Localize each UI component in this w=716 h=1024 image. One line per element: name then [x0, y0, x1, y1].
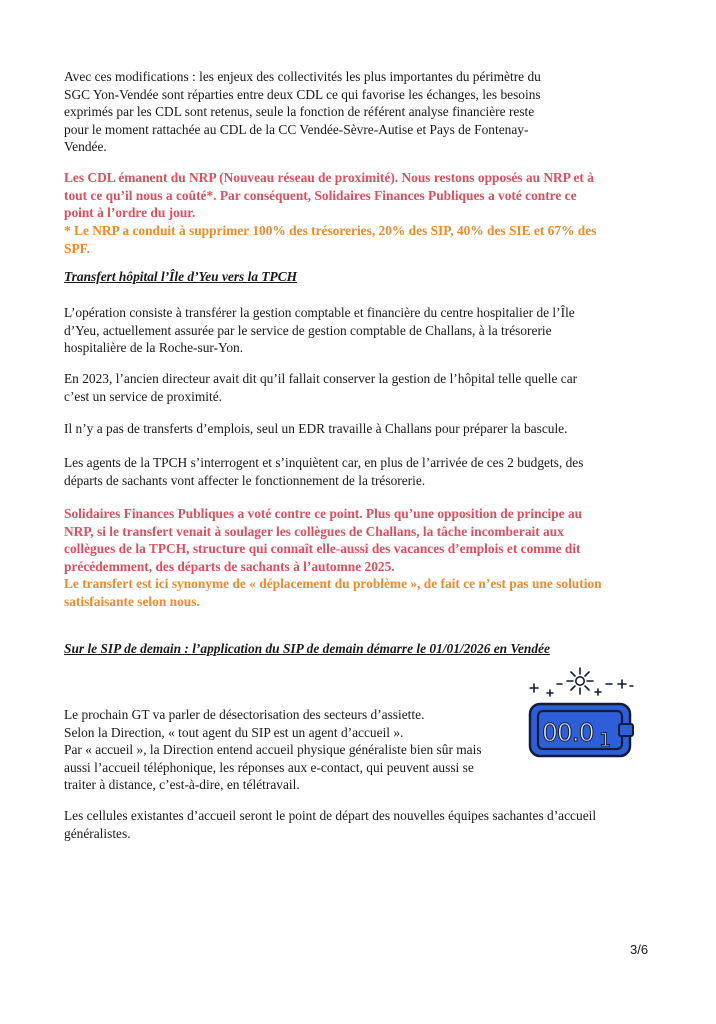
nrp-footnote: * Le NRP a conduit à supprimer 100% des trésoreries, 20% des SIP, 40% des SIE et 67% des SPF.	[64, 223, 597, 256]
tpch-paragraph-2023: En 2023, l’ancien directeur avait dit qu’il fallait conserver la gestion de l’hôpital telle quelle car c’est un service de proximité.	[64, 371, 578, 404]
digital-clock-icon	[526, 664, 636, 762]
tpch-paragraph-operation: L’opération consiste à transférer la gestion comptable et financière du centre hospitalier de l’Île d’Yeu, actuellement assurée par le service de gestion comptable de Challans, à la trésorerie hospitalière de la Roche-sur-Yon.	[64, 305, 575, 356]
intro-paragraph: Avec ces modifications : les enjeux des collectivités les plus importantes du périmètre du SGC Yon-Vendée sont réparties entre deux CDL ce qui favorise les échanges, les besoins exprimés par les CDL sont retenus, seule la fonction de référent analyse financière reste pour le moment rattachée au CDL de la CC Vendée-Sèvre-Autise et Pays de Fontenay- Vendée.	[64, 69, 541, 155]
page-number: 3/6	[630, 942, 649, 957]
tpch-section-heading: Transfert hôpital l’Île d’Yeu vers la TPCH	[64, 269, 298, 284]
sip-paragraph-cells: Les cellules existantes d’accueil seront le point de départ des nouvelles équipes sachantes d’accueil généralistes.	[64, 808, 597, 841]
clock-display-last: 1	[599, 729, 612, 751]
cdl-statement: Les CDL émanent du NRP (Nouveau réseau de proximité). Nous restons opposés au NRP et à tout ce qu’il nous a coûté*. Par conséquent, Solidaires Finances Publiques a voté contre ce point à l’ordre du jour.	[64, 170, 594, 221]
tpch-paragraph-agents: Les agents de la TPCH s’interrogent et s’inquiètent car, en plus de l’arrivée de ces 2 budgets, des départs de sachants vont affecter le fonctionnement de la trésorerie.	[64, 455, 584, 488]
tpch-vote-statement: Solidaires Finances Publiques a voté contre ce point. Plus qu’une opposition de principe au NRP, si le transfert venait à soulager les collègues de Challans, la tâche incomberait aux collègues de la TPCH, structure qui connaît elle-aussi des vacances d’emplois et comme dit précédemment, des départs de sachants à l’automne 2025.	[64, 506, 583, 574]
sip-section-heading: Sur le SIP de demain : l’application du SIP de demain démarre le 01/01/2026 en Vendée	[64, 641, 550, 656]
tpch-conclusion: Le transfert est ici synonyme de « déplacement du problème », de fait ce n’est pas une solution satisfaisante selon nous.	[64, 576, 602, 609]
tpch-paragraph-transfers: Il n’y a pas de transferts d’emplois, seul un EDR travaille à Challans pour préparer la bascule.	[64, 421, 568, 436]
clock-display-main: 00.0	[542, 718, 594, 747]
sip-paragraph-gt: Le prochain GT va parler de désectorisation des secteurs d’assiette. Selon la Direction, « tout agent du SIP est un agent d’accueil ». Par « accueil », la Direction entend accueil physique généraliste bien sûr mais aussi l’accueil téléphonique, les réponses aux e-contact, qui peuvent aussi se traiter à distance, c’est-à-dire, en télétravail.	[64, 707, 482, 793]
